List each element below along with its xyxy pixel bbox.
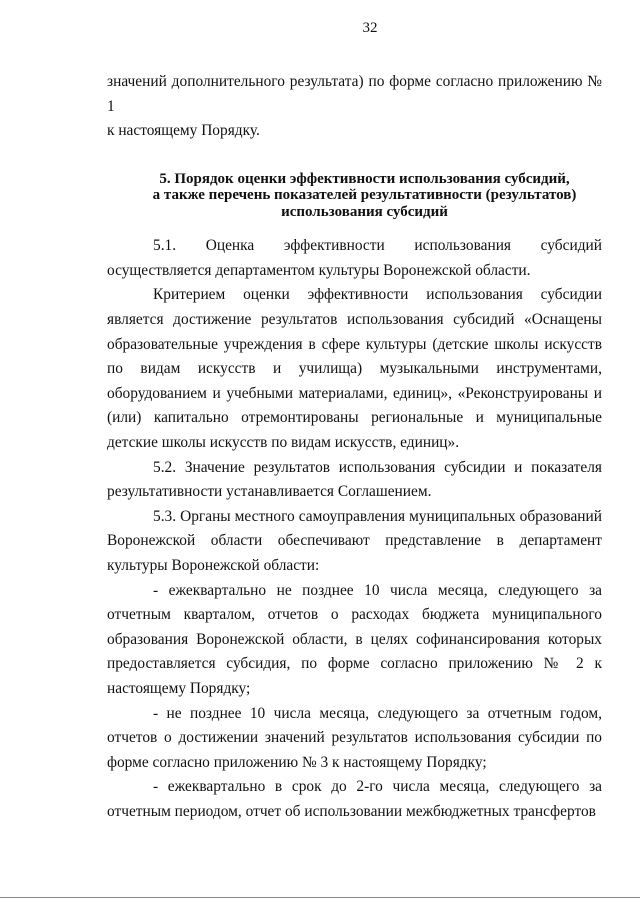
section-heading: [107, 171, 602, 221]
bottom-rule: [0, 897, 640, 898]
intro-paragraph-end: [107, 119, 602, 144]
heading-line-2: а также перечень показателей результативности (результатов): [152, 187, 577, 204]
intro-line-2: к настоящему Порядку.: [107, 122, 260, 140]
intro-paragraph: [107, 70, 602, 119]
paragraph-5-2: 5.2. Значение результатов использования субсидии и показателя результативности устанавливается Соглашением.: [107, 458, 602, 501]
paragraph-5-3: 5.3. Органы местного самоуправления муниципальных образований Воронежской области обеспечивают представление в департамент культуры Воронежской области:: [107, 507, 602, 574]
list-item-quarterly-expenses: - ежеквартально не позднее 10 числа месяца, следующего за отчетным кварталом, отчетов о расходах бюджета муниципального образования Воронежской области, в целях софинансирования которых предоставляется субсидия, по форме согласно приложению № 2 к настоящему Порядку;: [107, 581, 602, 697]
heading-line-1: 5. Порядок оценки эффективности использования субсидий,: [159, 170, 570, 187]
document-body: [107, 70, 602, 825]
intro-line-1: значений дополнительного результата) по форме согласно приложению № 1: [107, 73, 602, 115]
paragraph-5-1: 5.1. Оценка эффективности использования субсидий осуществляется департаментом культуры Воронежской области.: [107, 237, 602, 279]
page-number: 32: [362, 20, 378, 36]
list-item-quarterly-transfers: - ежеквартально в срок до 2-го числа месяца, следующего за отчетным периодом, отчет об использовании межбюджетных трансфертов: [107, 778, 602, 820]
list-item-annual-results: - не позднее 10 числа месяца, следующего за отчетным годом, отчетов о достижении значений результатов использования субсидии по форме согласно приложению № 3 к настоящему Порядку;: [107, 704, 602, 771]
heading-line-3: использования субсидий: [281, 203, 448, 220]
paragraph-criterion: Критерием оценки эффективности использования субсидии является достижение результатов использования субсидий «Оснащены образовательные учреждения в сфере культуры (детские школы искусств по видам искусств и училища) музыкальными инструментами, оборудованием и учебными материалами, единиц», «Реконструированы и (или) капитально отремонтированы региональные и муниципальные детские школы искусств по видам искусств, единиц».: [107, 286, 602, 452]
